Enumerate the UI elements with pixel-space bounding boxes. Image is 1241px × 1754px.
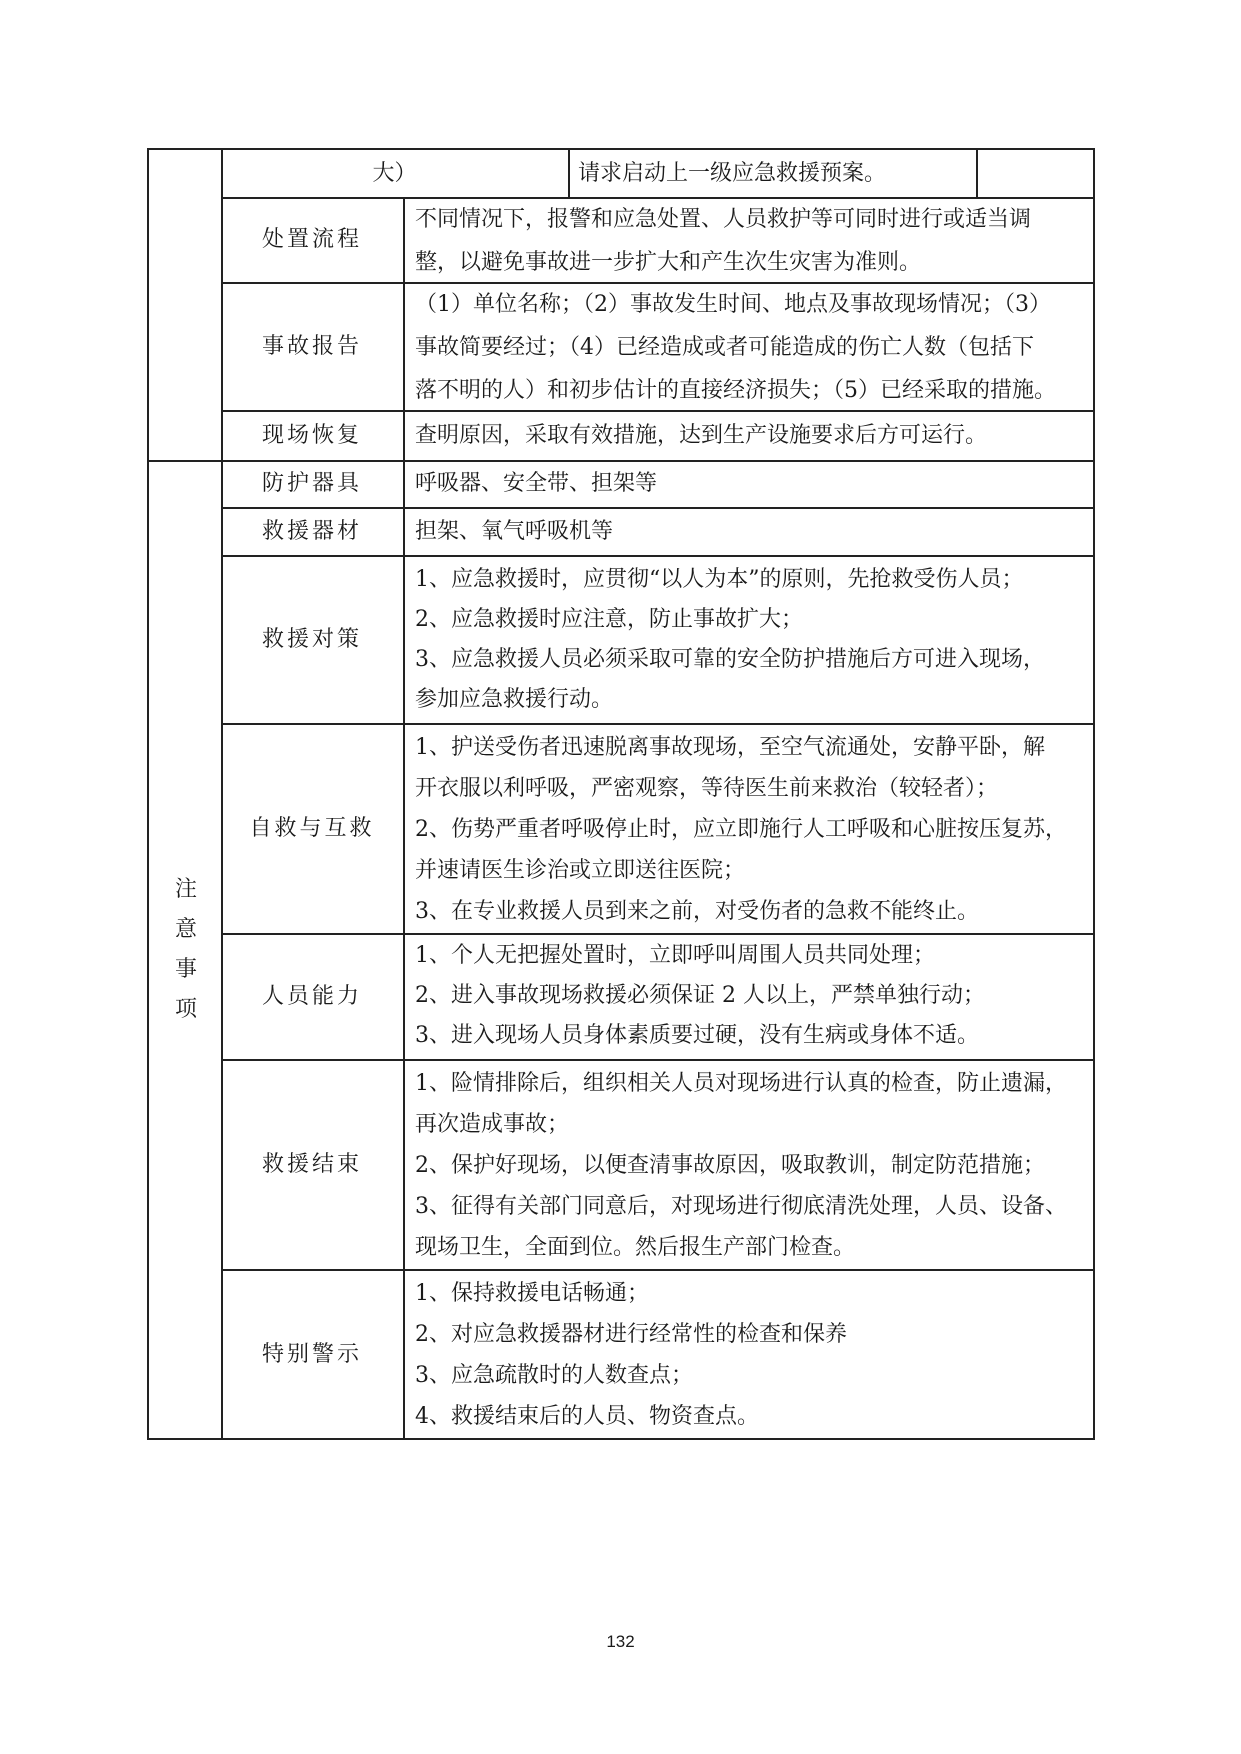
row-label-disposal-flow: 处置流程 (261, 227, 362, 252)
content-line: 开衣服以利呼吸，严密观察，等待医生前来救治（较轻者）； (415, 776, 999, 801)
title-char: 项 (174, 997, 197, 1022)
row-label-rescue-strategy: 救援对策 (261, 627, 362, 652)
content-line: 2、伤势严重者呼吸停止时，应立即施行人工呼吸和心脏按压复苏， (415, 817, 1067, 842)
page-number: 132 (606, 1632, 635, 1651)
top-row-right-text: 请求启动上一级应急救援预案。 (578, 161, 887, 186)
content-line: 1、个人无把握处置时，立即呼叫周围人员共同处理； (415, 943, 935, 968)
row-content-protective-equipment (415, 461, 1085, 507)
col-divider-2 (403, 198, 405, 1440)
row-content-rescue-equipment (415, 508, 1085, 555)
row-label-accident-report: 事故报告 (261, 334, 362, 359)
content-line: 参加应急救援行动。 (415, 687, 614, 712)
title-char: 注 (174, 877, 197, 902)
row-label-personnel-capability: 人员能力 (261, 984, 362, 1009)
content-line: 不同情况下，报警和应急处置、人员救护等可同时进行或适当调 (415, 207, 1032, 232)
content-line: 3、进入现场人员身体素质要过硬，没有生病或身体不适。 (415, 1023, 979, 1048)
row-content-accident-report (415, 283, 1085, 412)
row-label-rescue-equipment: 救援器材 (261, 519, 362, 544)
content-line: 落不明的人）和初步估计的直接经济损失；（5）已经采取的措施。 (415, 378, 1056, 403)
row-label-site-recovery: 现场恢复 (261, 423, 362, 448)
row-label-protective-equipment: 防护器具 (261, 471, 362, 496)
top-row-left-text: 大） (372, 161, 417, 186)
row-content-disposal-flow (415, 198, 1085, 284)
content-line: 2、应急救援时应注意，防止事故扩大； (415, 607, 803, 632)
title-char: 事 (174, 957, 197, 982)
content-line: 查明原因，采取有效措施，达到生产设施要求后方可运行。 (415, 423, 988, 448)
content-line: 3、应急救援人员必须采取可靠的安全防护措施后方可进入现场， (415, 647, 1045, 672)
content-line: 1、护送受伤者迅速脱离事故现场，至空气流通处，安静平卧，解 (415, 735, 1045, 760)
row-content-special-warning (415, 1273, 1085, 1437)
row-content-rescue-end (415, 1063, 1085, 1268)
content-line: 4、救援结束后的人员、物资查点。 (415, 1404, 759, 1429)
title-char: 意 (174, 917, 197, 942)
content-line: 1、应急救援时，应贯彻“以人为本”的原则，先抢救受伤人员； (415, 567, 1024, 592)
notes-section-title (150, 870, 222, 1030)
content-line: 1、险情排除后，组织相关人员对现场进行认真的检查，防止遗漏， (415, 1071, 1067, 1096)
content-line: 并速请医生诊治或立即送往医院； (415, 858, 746, 883)
row-label-self-and-mutual-rescue: 自救与互救 (249, 816, 375, 841)
row-content-site-recovery (415, 411, 1085, 460)
top-row-divider-b (976, 148, 978, 198)
content-line: 整，以避免事故进一步扩大和产生次生灾害为准则。 (415, 250, 922, 275)
content-line: 再次造成事故； (415, 1112, 570, 1137)
content-line: 2、保护好现场，以便查清事故原因，吸取教训，制定防范措施； (415, 1153, 1045, 1178)
content-line: 呼吸器、安全带、担架等 (415, 471, 658, 496)
top-row-divider-a (568, 148, 570, 198)
row-content-rescue-strategy (415, 560, 1085, 720)
content-line: 3、征得有关部门同意后，对现场进行彻底清洗处理，人员、设备、 (415, 1194, 1067, 1219)
row-content-personnel-capability (415, 936, 1085, 1056)
content-line: （1）单位名称；（2）事故发生时间、地点及事故现场情况；（3） (415, 292, 1051, 317)
content-line: 3、应急疏散时的人数查点； (415, 1363, 693, 1388)
row-label-rescue-end: 救援结束 (261, 1152, 362, 1177)
content-line: 担架、氧气呼吸机等 (415, 519, 614, 544)
content-line: 2、进入事故现场救援必须保证 2 人以上，严禁单独行动； (415, 983, 985, 1008)
row-content-self-and-mutual-rescue (415, 727, 1085, 932)
content-line: 1、保持救援电话畅通； (415, 1281, 649, 1306)
row-label-special-warning: 特别警示 (261, 1342, 362, 1367)
content-line: 事故简要经过；（4）已经造成或者可能造成的伤亡人数（包括下 (415, 335, 1034, 360)
content-line: 现场卫生，全面到位。然后报生产部门检查。 (415, 1235, 856, 1260)
content-line: 3、在专业救援人员到来之前，对受伤者的急救不能终止。 (415, 899, 979, 924)
content-line: 2、对应急救援器材进行经常性的检查和保养 (415, 1322, 847, 1347)
